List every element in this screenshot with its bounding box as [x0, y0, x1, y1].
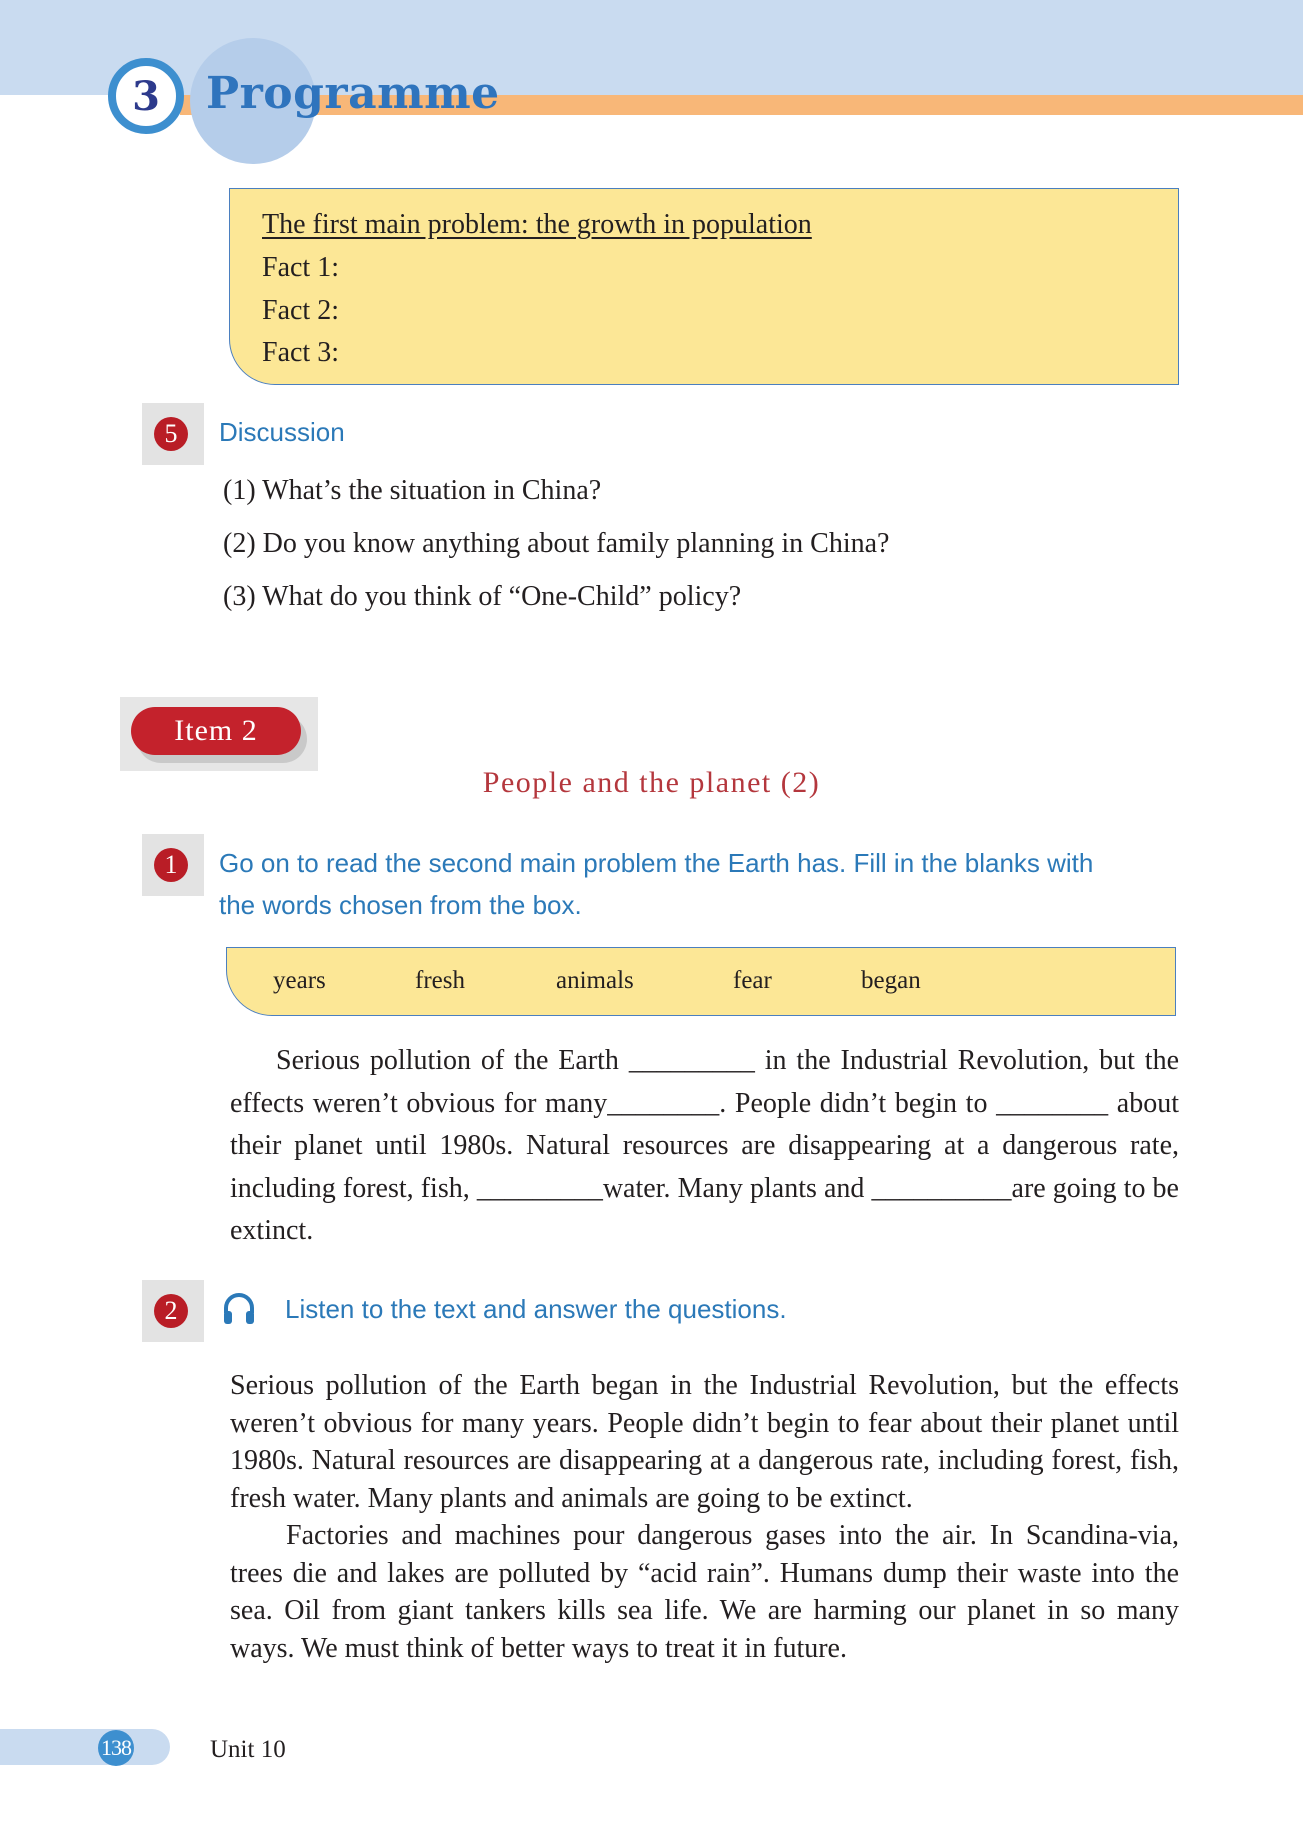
task1-badge	[142, 834, 204, 896]
headphones-icon[interactable]	[222, 1291, 256, 1327]
passage-text: are going to be extinct.	[230, 1172, 1179, 1246]
listening-text	[230, 1367, 1179, 1667]
blank-4[interactable]: _________	[476, 1172, 603, 1204]
blank-1[interactable]: _________	[628, 1045, 755, 1076]
task1-instruction-line-1: Go on to read the second main problem the Earth has. Fill in the blanks with	[219, 848, 1094, 878]
discussion-title: Discussion	[219, 417, 345, 447]
word-box-item-fear: fear	[733, 967, 772, 994]
section-title: Programme	[206, 68, 500, 119]
discussion-number: 5	[154, 417, 188, 451]
passage-text: about their planet until 1980s. Natural resources are disappearing at a dangerous rate, including forest, fish,	[230, 1087, 1179, 1204]
blank-3[interactable]: ________	[996, 1087, 1109, 1119]
listening-paragraph-2: Factories and machines pour dangerous gases into the air. In Scandina-via, trees die and lakes are polluted by “acid rain”. Humans dump their waste into the sea. Oil from giant tankers kills sea life. We are harming our planet in so many ways. We must think of better ways to treat it in future.	[230, 1520, 1179, 1664]
listening-paragraph-1: Serious pollution of the Earth began in the Industrial Revolution, but the effects weren’t obvious for many years. People didn’t begin to fear about their planet until 1980s. Natural resources are disappearing at a dangerous rate, including forest, fish, fresh water. Many plants and animals are going to be extinct.	[230, 1370, 1179, 1514]
task2-instruction: Listen to the text and answer the questions.	[285, 1294, 787, 1324]
passage-text: in the Industrial Revolution, but the effects weren’t obvious for many	[230, 1045, 1179, 1119]
fact-box-heading: The first main problem: the growth in population	[262, 209, 812, 240]
page-number: 138	[98, 1730, 134, 1766]
fill-in-passage	[230, 1040, 1179, 1253]
word-box	[226, 947, 1176, 1016]
blank-2[interactable]: ________	[607, 1087, 720, 1119]
word-box-item-began: began	[861, 967, 921, 994]
section-number: 3	[108, 58, 184, 134]
word-box-item-animals: animals	[556, 967, 634, 994]
task1-instruction-line-2: the words chosen from the box.	[219, 890, 582, 920]
fact-1-label: Fact 1:	[262, 252, 339, 283]
discussion-badge	[142, 403, 204, 465]
fact-3-label: Fact 3:	[262, 337, 339, 368]
task2-number: 2	[154, 1294, 188, 1328]
discussion-question-3: (3) What do you think of “One-Child” policy?	[223, 581, 742, 612]
word-box-item-fresh: fresh	[415, 967, 465, 994]
task1-number: 1	[154, 848, 188, 882]
passage-text: . People didn’t begin to	[719, 1087, 997, 1119]
passage-text: water. Many plants and	[602, 1172, 872, 1204]
fact-2-label: Fact 2:	[262, 295, 339, 326]
discussion-question-2: (2) Do you know anything about family planning in China?	[223, 528, 890, 559]
task2-badge	[142, 1280, 204, 1342]
footer-bar	[0, 1729, 170, 1765]
blank-5[interactable]: __________	[871, 1172, 1012, 1204]
footer-unit: Unit 10	[210, 1736, 286, 1763]
discussion-question-1: (1) What’s the situation in China?	[223, 475, 602, 506]
item-subtitle: People and the planet (2)	[482, 766, 821, 799]
item-label: Item 2	[131, 707, 301, 755]
passage-text: Serious pollution of the Earth	[276, 1045, 629, 1076]
word-box-item-years: years	[273, 967, 326, 994]
